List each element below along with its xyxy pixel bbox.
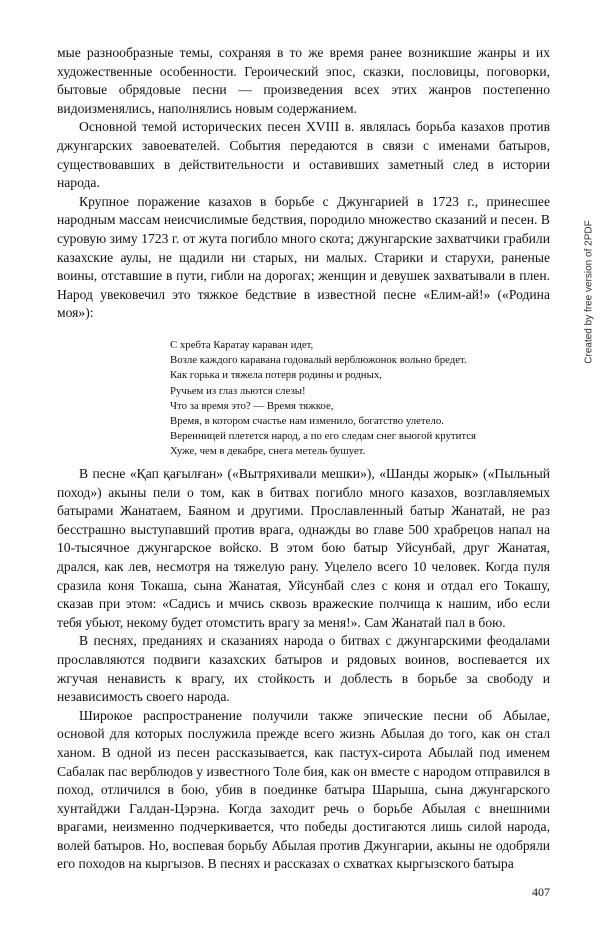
verse-line: Время, в котором счастье нам изменило, богатство улетело. — [170, 415, 444, 428]
page-number: 407 — [532, 885, 550, 899]
verse-line: Возле каждого каравана годовалый верблюжонок вольно бредет. — [170, 354, 467, 367]
paragraph-defeat-1723: Крупное поражение казахов в борьбе с Джунгарией в 1723 г., принесшее народным массам неисчислимые бедствия, породило множество сказаний и песен. В суровую зиму 1723 г. от жута погибло много скота; джунгарские захватчики грабили казахские аулы, не щадили ни старых, ни малых. Старики и старухи, раненые воины, отставшие в пути, гибли на дорогах; женщин и девушек захватывали в плен. Народ увековечил это тяжкое бедствие в известной песне «Елим-ай!» («Родина моя»): — [57, 193, 550, 321]
verse-line: Хуже, чем в декабре, снега метель бушует. — [170, 445, 366, 458]
verse-line: С хребта Каратау караван идет, — [170, 339, 314, 351]
paragraph-continuation: мые разнообразные темы, сохраняя в то же время ранее возникшие жанры и их художественные особенности. Героический эпос, сказки, пословицы, поговорки, бытовые обрядовые песни — произведения всех этих жанров постепенно видоизменялись, наполнялись новым содержанием. — [57, 45, 550, 116]
text-block-main — [57, 465, 550, 874]
verse-line: Веренницей плетется народ, а по его следам снег вьюгой крутится — [170, 430, 476, 443]
watermark — [583, 213, 595, 371]
paragraph-zhanatai: В песне «Қап қағылған» («Вытряхивали мешки»), «Шанды жорык» («Пыльный поход») акыны пели о том, как в битвах погибло много казахов, возглавляемых батырами Жанатаем, Баяном и другими. Прославленный батыр Жанатай, не раз бесстрашно выступавший против врага, однажды во главе 500 храбрецов напал на 10-тысячное джунгарское войско. В этом бою батыр Уйсунбай, друг Жанатая, дрался, как лев, несмотря на тяжелую рану. Уцелело всего 10 человек. Когда пуля сразила коня Токаша, сына Жанатая, Уйсунбай слез с коня и отдал его Токашу, сказав при этом: «Садись и мчись сквозь вражеские полчища к нашим, ибо если тебя убьют, некому будет отомстить врагу за меня!». Сам Жанатай пал в бою. — [57, 466, 550, 630]
paragraph-batyrs-glory: В песнях, преданиях и сказаниях народа о битвах с джунгарскими феодалами прославляются подвиги казахских батыров и рядовых воинов, воспевается их жгучая ненависть к врагу, их стойкость и доблесть в борьбе за свободу и независимость своего народа. — [57, 633, 550, 705]
verse-line: Что за время это? — Время тяжкое, — [170, 399, 334, 412]
paragraph-historical-songs: Основной темой исторических песен XVIII в. являлась борьба казахов против джунгарских завоевателей. События передаются в связи с именами батыров, существовавших в действительности и оставивших заметный след в истории народа. — [57, 119, 550, 191]
paragraph-abylai: Широкое распространение получили также эпические песни об Абылае, основой для которых послужила прежде всего жизнь Абылая до того, как он стал ханом. В одной из песен рассказывается, как пастух-сирота Абылай под именем Сабалак пас верблюдов у известного Толе бия, как он вместе с народом отправился в поход, отличился в бою, убив в поединке батыра Шарыша, сына джунгарского хунтайджи Галдан-Цэрэна. Когда заходит речь о борьбе Абылая с внешними врагами, неизменно подчеркивается, что победы достигаются лишь силой народа, волей батыров. Но, воспевая борьбу Абылая против Джунгарии, акыны не одобряли его походов на кыргызов. В песнях и рассказах о схватках кыргызского батыра — [57, 707, 550, 872]
verse-quote-elim-ai — [170, 338, 550, 460]
watermark-text: Created by free version of 2PDF — [583, 220, 595, 364]
verse-line: Ручьем из глаз льются слезы! — [170, 384, 306, 397]
verse-line: Как горька и тяжела потеря родины и родных, — [170, 369, 382, 382]
text-block-intro — [57, 44, 550, 323]
